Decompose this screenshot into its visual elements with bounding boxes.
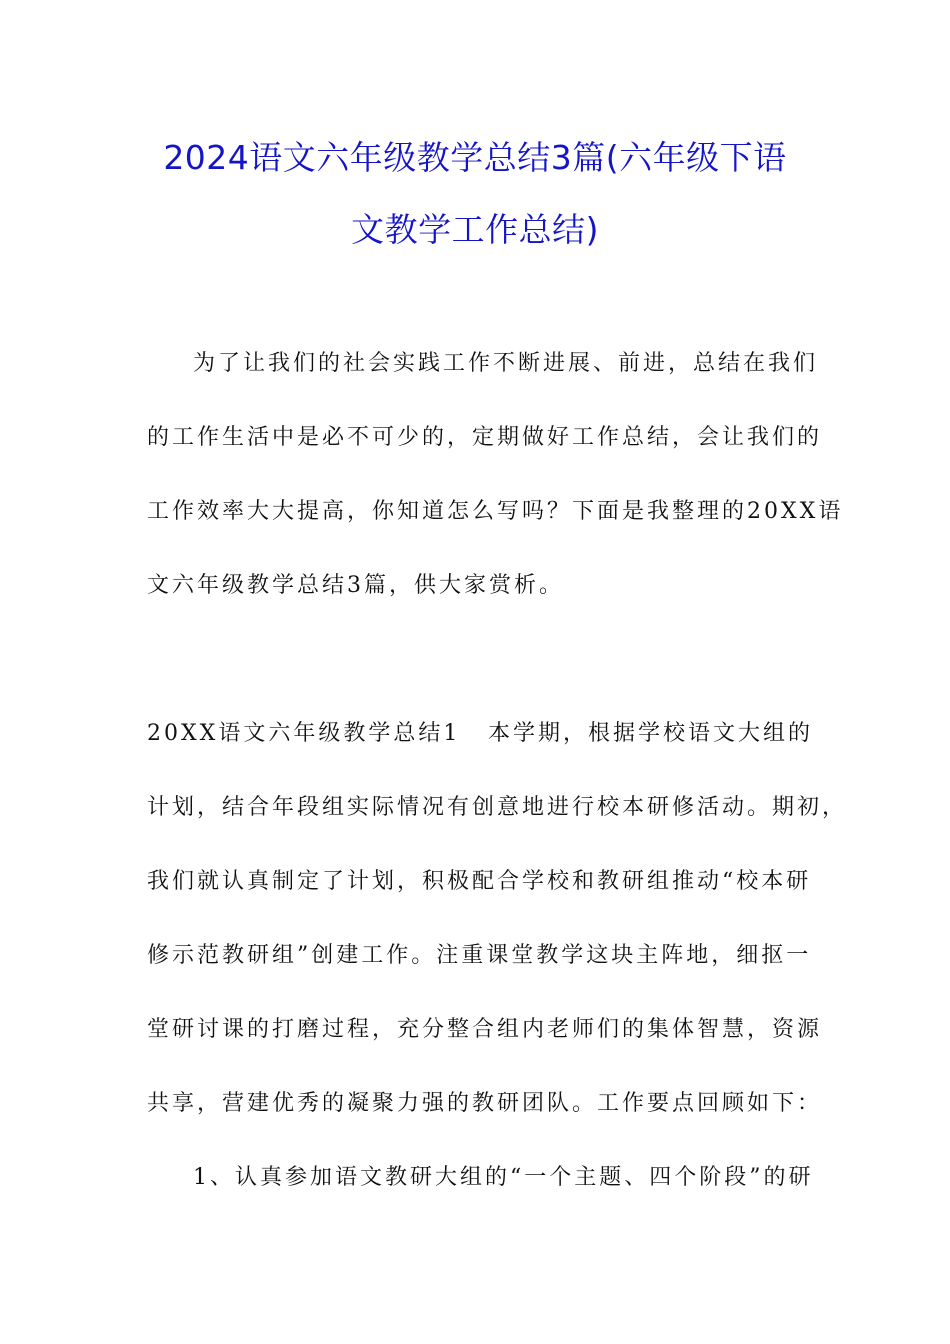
section-heading: 20XX语文六年级教学总结1 xyxy=(147,721,461,746)
intro-line-2: 的工作生活中是必不可少的，定期做好工作总结，会让我们的 xyxy=(147,425,823,450)
section-line-4: 修示范教研组”创建工作。注重课堂教学这块主阵地，细抠一 xyxy=(147,943,812,968)
section-line-1: 本学期，根据学校语文大组的 xyxy=(488,721,814,746)
section-line-3: 我们就认真制定了计划，积极配合学校和教研组推动“校本研 xyxy=(147,869,812,894)
document-title-line-1: 2024语文六年级教学总结3篇(六年级下语 xyxy=(163,138,787,177)
intro-line-4: 文六年级教学总结3篇，供大家赏析。 xyxy=(147,573,564,598)
section-line-2: 计划，结合年段组实际情况有创意地进行校本研修活动。期初， xyxy=(147,795,848,820)
intro-line-3: 工作效率大大提高，你知道怎么写吗？下面是我整理的20XX语 xyxy=(147,499,844,524)
section-line-5: 堂研讨课的打磨过程，充分整合组内老师们的集体智慧，资源 xyxy=(147,1017,823,1042)
section-line-7: 1、认真参加语文教研大组的“一个主题、四个阶段”的研 xyxy=(193,1165,814,1190)
document-title-line-2: 文教学工作总结) xyxy=(351,210,599,249)
section-line-6: 共享，营建优秀的凝聚力强的教研团队。工作要点回顾如下： xyxy=(147,1091,823,1116)
intro-line-1: 为了让我们的社会实践工作不断进展、前进，总结在我们 xyxy=(193,351,819,376)
